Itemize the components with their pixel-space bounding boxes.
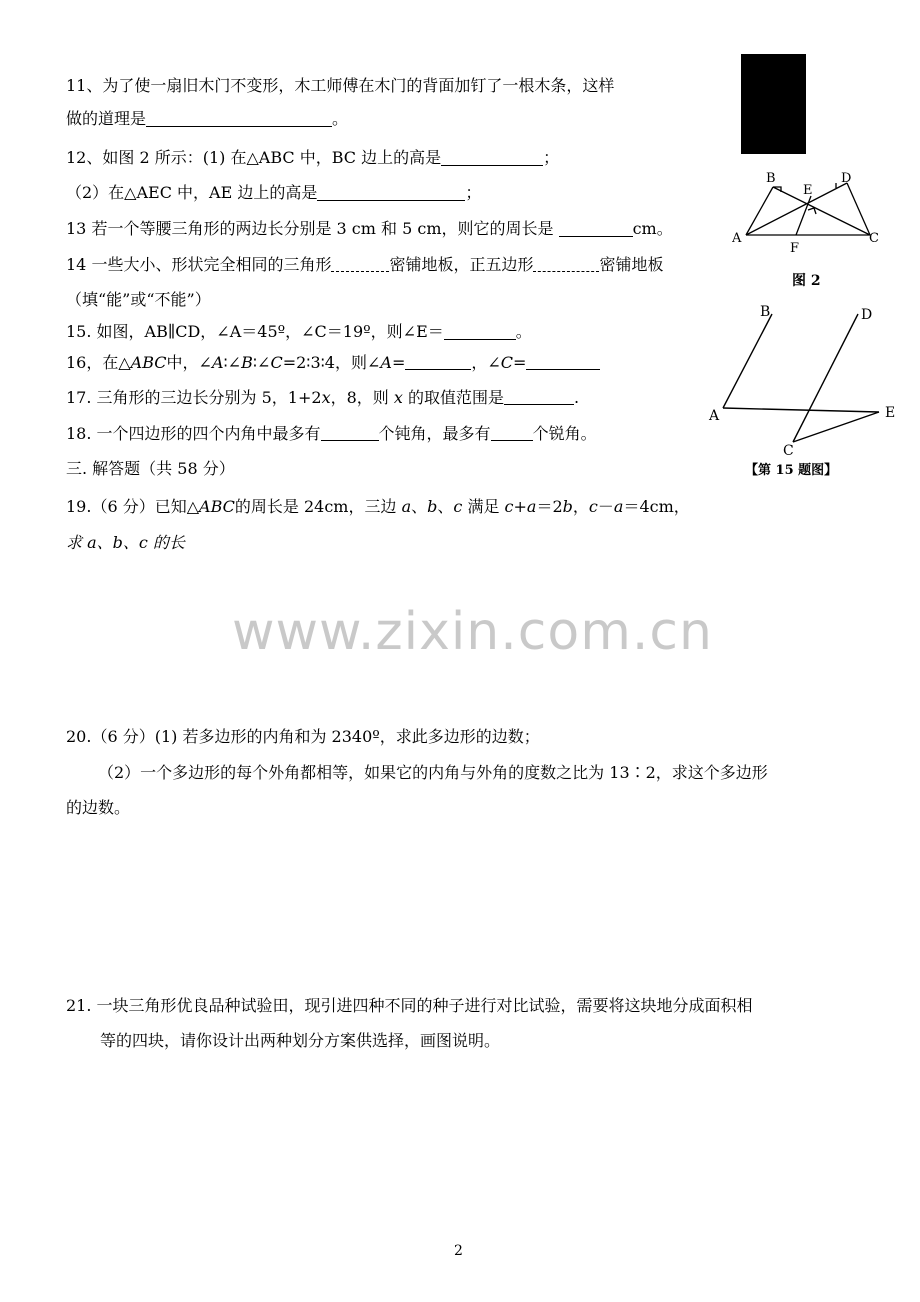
right-angle-e xyxy=(808,208,816,214)
q19-text-1: 19.（6 分）已知△ xyxy=(66,497,200,516)
q14-answer-blank-1[interactable] xyxy=(331,257,389,272)
q18-answer-blank-1[interactable] xyxy=(321,426,379,441)
fig15-label-b: B xyxy=(760,304,771,320)
q15-text: 15. 如图，AB∥CD，∠A＝45º，∠C＝19º，则∠E＝ xyxy=(66,322,444,341)
q19-eq2-minus: － xyxy=(597,497,614,516)
fig15-label-c: C xyxy=(783,443,794,459)
q18-text-3: 个锐角。 xyxy=(532,424,597,443)
figure-15-caption: 【第 15 题图】 xyxy=(745,463,838,478)
fig2-label-f: F xyxy=(790,241,800,256)
q18-text-1: 18. 一个四边形的四个内角中最多有 xyxy=(66,424,321,443)
q12-line2-text: （2）在△AEC 中，AE 边上的高是 xyxy=(66,183,318,202)
figure-2-diagram xyxy=(732,166,882,258)
page-number: 2 xyxy=(454,1243,463,1259)
q19-line2: 求 a、b、c 的长 xyxy=(66,533,185,552)
q19-eq2-rhs: ＝4cm， xyxy=(623,497,690,516)
q17-answer-blank[interactable] xyxy=(504,390,574,405)
q13-unit: cm。 xyxy=(632,219,673,238)
q21-line1: 21. 一块三角形优良品种试验田，现引进四种不同的种子进行对比试验，需要将这块地分成面积相 xyxy=(66,996,753,1015)
q16-text-7: ，∠ xyxy=(471,353,501,372)
q14-line1 xyxy=(66,254,732,276)
q14-line2: （填“能”或“不能”） xyxy=(66,290,211,309)
segment-ab xyxy=(723,314,772,408)
segment-ae xyxy=(723,408,879,412)
q14-text: 14 一些大小、形状完全相同的三角形 xyxy=(66,255,332,274)
q16-text-3: ∶∠ xyxy=(223,353,242,372)
q19-var-b: b xyxy=(427,497,438,516)
q12-answer-blank-2[interactable] xyxy=(317,184,465,201)
q19-eq1-rhs: b xyxy=(562,497,573,516)
q19-var-c: c xyxy=(453,497,463,516)
q16-angle-a-2: A xyxy=(380,353,392,372)
q19-eq1-mid: ＝2 xyxy=(536,497,563,516)
q21-line2: 等的四块，请你设计出两种划分方案供选择，画图说明。 xyxy=(100,1031,501,1050)
q16-text-1: 16，在△ xyxy=(66,353,131,372)
fig15-label-a: A xyxy=(709,408,720,424)
fig2-label-d: D xyxy=(841,171,852,186)
fig2-label-e: E xyxy=(803,183,813,198)
segment-bc xyxy=(773,187,870,235)
q14-answer-blank-2[interactable] xyxy=(533,257,599,272)
q13-answer-blank[interactable] xyxy=(559,220,633,237)
q16-answer-blank-2[interactable] xyxy=(526,355,600,370)
fig2-label-c: C xyxy=(869,231,879,246)
q18-answer-blank-2[interactable] xyxy=(491,426,533,441)
q17-var-x-2: x xyxy=(393,388,403,407)
figure-2-caption: 图 2 xyxy=(792,273,821,289)
q12-line1-end: ； xyxy=(543,148,560,167)
q15-line xyxy=(66,321,532,343)
q20-line3: 的边数。 xyxy=(66,798,131,817)
q16-angle-b: B xyxy=(241,353,253,372)
q11-line2-end: 。 xyxy=(332,109,349,128)
q19-text-4: ， xyxy=(572,497,589,516)
q19-var-a: a xyxy=(401,497,412,516)
q13-text: 13 若一个等腰三角形的两边长分别是 3 cm 和 5 cm，则它的周长是 xyxy=(66,219,559,238)
q17-text-1: 17. 三角形的三边长分别为 5，1+2 xyxy=(66,388,322,407)
q11-line1: 11、为了使一扇旧木门不变形，木工师傅在木门的背面加钉了一根木条，这样 xyxy=(66,76,615,95)
q11-line2 xyxy=(66,108,348,130)
q16-line xyxy=(66,352,600,374)
q13-line xyxy=(66,218,673,240)
q12-answer-blank-1[interactable] xyxy=(441,149,543,166)
q15-end: 。 xyxy=(515,322,532,341)
q14-end-text: 密铺地板 xyxy=(599,255,664,274)
q19-sep-2: 、 xyxy=(437,497,454,516)
fig15-label-e: E xyxy=(885,405,896,421)
q19-line1 xyxy=(66,496,690,518)
q20-line1: 20.（6 分）(1) 若多边形的内角和为 2340º，求此多边形的边数； xyxy=(66,727,540,746)
q16-angle-c: C xyxy=(270,353,283,372)
q16-answer-blank-1[interactable] xyxy=(405,355,471,370)
q17-text-2: ，8，则 xyxy=(330,388,394,407)
q12-line1 xyxy=(66,147,559,169)
q11-answer-blank[interactable] xyxy=(146,110,332,127)
fig15-label-d: D xyxy=(861,307,873,323)
q12-line2-end: ； xyxy=(465,183,482,202)
q16-triangle-name: ABC xyxy=(130,353,167,372)
q15-answer-blank[interactable] xyxy=(444,323,516,340)
black-image-block xyxy=(741,54,806,154)
section-3-heading: 三. 解答题（共 58 分） xyxy=(66,459,235,478)
q17-end: . xyxy=(574,388,580,407)
q16-text-5: =2∶3∶4，则∠ xyxy=(282,353,381,372)
segment-dc xyxy=(847,183,870,235)
q16-text-4: ∶∠ xyxy=(252,353,271,372)
q19-eq2-a: a xyxy=(613,497,624,516)
q11-line2-text: 做的道理是 xyxy=(66,109,147,128)
q12-line1-text: 12、如图 2 所示：(1) 在△ABC 中，BC 边上的高是 xyxy=(66,148,442,167)
watermark: www.zixin.com.cn xyxy=(232,602,713,662)
q14-mid-text: 密铺地板，正五边形 xyxy=(389,255,534,274)
q19-text-2: 的周长是 24cm，三边 xyxy=(234,497,402,516)
q19-eq1-lhs: c+a xyxy=(504,497,537,516)
q19-triangle-name: ABC xyxy=(199,497,235,516)
q18-text-2: 个钝角，最多有 xyxy=(378,424,491,443)
q20-line2: （2）一个多边形的每个外角都相等，如果它的内角与外角的度数之比为 13∶2，求这个多边形 xyxy=(98,763,768,782)
q17-var-x: x xyxy=(321,388,331,407)
q19-sep-1: 、 xyxy=(411,497,428,516)
q19-eq2-c: c xyxy=(588,497,598,516)
q18-line xyxy=(66,423,597,445)
q12-line2 xyxy=(66,182,481,204)
q17-line xyxy=(66,387,579,409)
q16-text-8: = xyxy=(513,353,527,372)
q16-angle-a: A xyxy=(211,353,224,372)
q19-text-3: 满足 xyxy=(462,497,505,516)
q17-text-3: 的取值范围是 xyxy=(402,388,505,407)
fig2-label-b: B xyxy=(766,171,776,186)
q16-angle-c-2: C xyxy=(500,353,514,372)
fig2-label-a: A xyxy=(732,231,742,246)
figure-15-diagram xyxy=(705,300,905,460)
q16-text-6: = xyxy=(391,353,406,372)
q16-text-2: 中，∠ xyxy=(166,353,212,372)
